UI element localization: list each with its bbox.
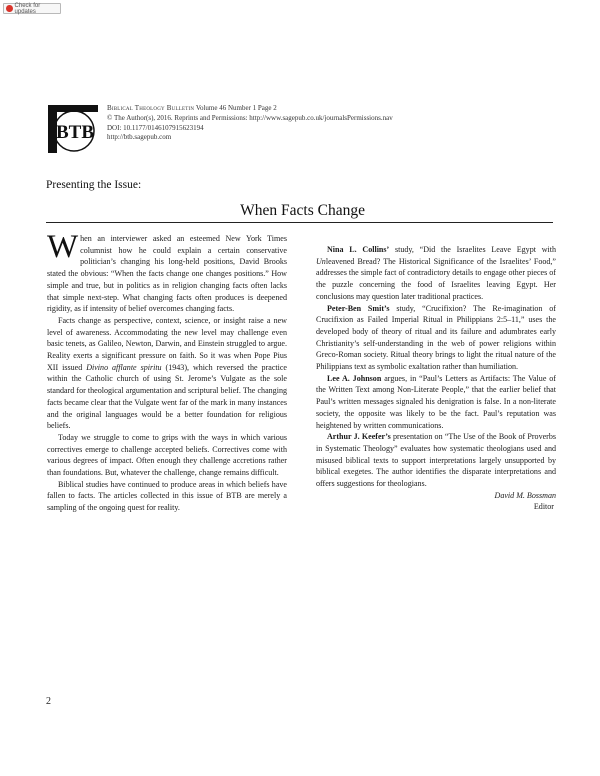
paragraph: Peter-Ben Smit’s study, “Crucifixion? The Re-imagination of Crucifixion as Failed Imperial Ritual in Philippians 2:5–11,” uses the developed body of theory of ritual and its failure and adumbrates early Christianity’s self-understanding in the web of power religions within Greco-Roman society. Ritual theory brings to light the ritual nature of the Philippians text as symbolic exaltation rather than humiliation. [316, 303, 556, 372]
paragraph: Lee A. Johnson argues, in “Paul’s Letters as Artifacts: The Value of the Written Text among Non-Literate People,” that the earlier belief that Paul’s written messages signaled his denigration is false. In a non-literate society, the opposite was likely to be the fact. Paul’s reputation was heightened by written communications. [316, 373, 556, 430]
article-title [46, 202, 553, 220]
copyright-line: © The Author(s), 2016. Reprints and Permissions: http://www.sagepub.co.uk/journalsPermissions.nav [107, 113, 393, 122]
journal-url[interactable]: http://btb.sagepub.com [107, 133, 172, 142]
article-title-text: When Facts Change [240, 202, 365, 219]
title-rule [46, 222, 553, 223]
encyclical-title: Divino afflante spiritu [86, 362, 162, 372]
paragraph: Facts change as perspective, context, science, or insight raise a new level of awareness. Accommodating the new level may challenge even basic tenets, as Galileo, Newton, Darwin, and Einstein struggled to argue. Reality exerts a significant pressure on faith. So it was when Pope Pius XII issued Divino afflante spiritu (1943), which reversed the practice within the Catholic church of using St. Jerome’s Vulgate as the sole standard for theological argumentation and scriptural belief. The changing facts became clear that the Vulgate went far of the mark in many instances and the original languages would be a better foundation for religious beliefs. [47, 315, 288, 431]
drop-cap: W [47, 229, 79, 265]
paragraph: Today we struggle to come to grips with the ways in which various correctives emerge to challenge accepted beliefs. Correctives come with various degrees of impact. Often enough they challenge accretions rather than foundations. But, whatever the challenge, change remains difficult. [47, 432, 287, 478]
author-name: Peter-Ben Smit’s [327, 303, 390, 313]
page-number: 2 [46, 696, 51, 707]
journal-name: Biblical Theology Bulletin [107, 104, 195, 112]
doi-line: DOI: 10.1177/0146107915623194 [107, 123, 204, 132]
journal-info [107, 104, 497, 143]
paragraph: When an interviewer asked an esteemed New York Times columnist how he could explain a certain conservative politician’s changing his long-held positions, David Brooks stated the obvious: “When the facts change one changes positions.” How simple and true, but in politics as in religion changing facts often lacks that simple next-step. What changing facts often produces is deepened rigidity, as if intensity of belief overcomes changing facts. [47, 229, 287, 314]
volume-line: Volume 46 Number 1 Page 2 [195, 104, 277, 112]
author-name: Lee A. Johnson [327, 373, 382, 383]
check-for-updates-label: Check for updates [14, 2, 41, 15]
right-column [316, 244, 556, 513]
logo-text: BTB [55, 122, 95, 143]
author-name: Arthur J. Keefer’s [327, 432, 391, 442]
paragraph: Arthur J. Keefer’s presentation on “The Use of the Book of Proverbs in Systematic Theology” evaluates how systematic theologians used and misused biblical texts to support interpretations largely unsupported by biblical exegetes. The author identifies the disparate interpretations and offers suggestions for theologians. [316, 432, 556, 489]
btb-logo-icon [46, 101, 102, 157]
paragraph: Biblical studies have continued to produce areas in which beliefs have fallen to facts. The articles collected in this issue of BTB are merely a sampling of the ongoing quest for reality. [47, 479, 287, 513]
check-for-updates-badge[interactable] [3, 3, 61, 14]
section-label: Presenting the Issue: [46, 179, 142, 191]
left-column [47, 229, 288, 514]
editor-signature: David M. Bossman [494, 490, 556, 500]
crossmark-icon [6, 5, 13, 12]
editor-role: Editor [533, 502, 554, 512]
author-name: Nina L. Collins’ [327, 245, 390, 254]
paragraph: Nina L. Collins’ study, “Did the Israelites Leave Egypt with Unleavened Bread? The Historical Significance of the Israelites’ Food,” addresses the simple fact of contradictory details to engage other pieces of the puzzle concerning the food of Israelites leaving Egypt. Her conclusions may question later traditional practices. [316, 245, 556, 301]
